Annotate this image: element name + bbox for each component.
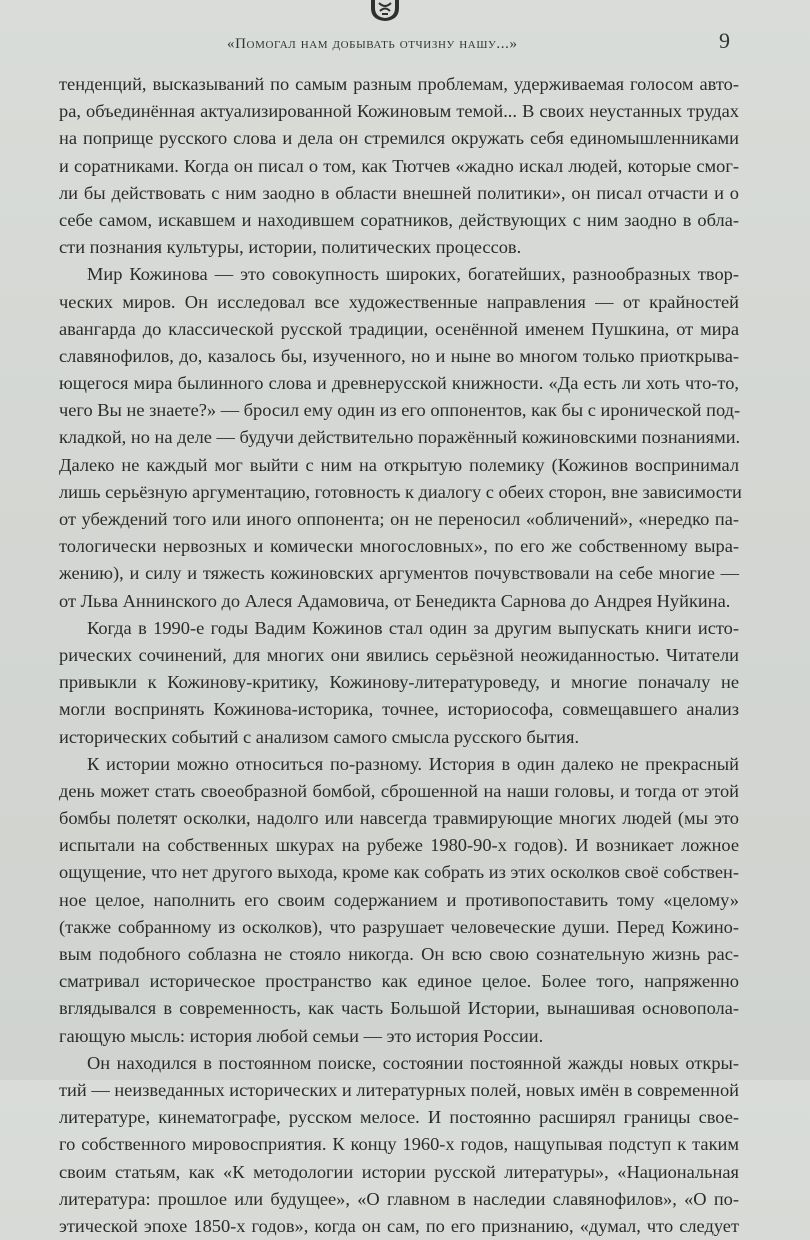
text-line: авангарда до классической русской традиции, осенённой именем Пушкина, от мира	[59, 318, 739, 339]
page-header	[0, 28, 810, 58]
text-line: го собственного мировосприятия. К концу 1960-х годов, нащупывая подступ к таким	[59, 1134, 739, 1155]
text-line: этической эпохе 1850-х годов», когда он сам, по его признанию, «думал, что следует	[59, 1215, 739, 1236]
paragraph	[59, 71, 739, 261]
text-line: Он находился в постоянном поиске, состоянии постоянной жажды новых откры-	[87, 1052, 739, 1073]
text-line: могли воспринять Кожинова-историка, точнее, историософа, совмещавшего анализ	[59, 699, 739, 720]
text-line: тенденций, высказываний по самым разным проблемам, удерживаемая голосом авто-	[59, 74, 739, 94]
text-line: литература: прошлое или будущее», «О главном в наследии славянофилов», «О по-	[59, 1188, 739, 1209]
text-line: себе самом, искавшем и находившем соратников, действующих с ним заодно в обла-	[59, 209, 739, 230]
text-line: ющегося мира былинного слова и древнерусской книжности. «Да есть ли хоть что-то,	[59, 373, 739, 394]
text-line: чего Вы не знаете?» — бросил ему один из его оппонентов, как бы с иронической под-	[59, 400, 741, 421]
text-line: Далеко не каждый мог выйти с ним на открытую полемику (Кожинов воспринимал	[59, 454, 739, 475]
text-line: своим статьям, как «К методологии истории русской литературы», «Национальная	[59, 1161, 739, 1182]
body-text	[59, 71, 742, 1240]
text-line: жению), и силу и тяжесть кожиновских аргументов почувствовали на себе многие —	[59, 563, 739, 584]
text-line: испытали на собственных шкурах на рубеже 1980-90-х годов). И возникает ложное	[59, 835, 739, 856]
text-line: Когда в 1990-е годы Вадим Кожинов стал один за другим выпускать книги исто-	[87, 617, 739, 638]
text-line: тий — неизведанных исторических и литературных полей, новых имён в современной	[59, 1079, 739, 1100]
text-line: сти познания культуры, истории, политических процессов.	[59, 237, 522, 258]
text-line: на поприще русского слова и дела он стремился окружать себя единомышленниками	[59, 128, 739, 149]
text-line: кладкой, но на деле — будучи действительно поражённый кожиновскими познаниями.	[59, 427, 741, 448]
text-line: от убеждений того или иного оппонента; он не переносил «обличений», «нередко па-	[59, 509, 739, 529]
text-line: К истории можно относиться по-разному. История в один далеко не прекрасный	[87, 753, 739, 774]
paragraph	[59, 751, 739, 1050]
text-line: от Льва Аннинского до Алеся Адамовича, от Бенедикта Сарнова до Андрея Нуйкина.	[59, 590, 731, 611]
text-line: лишь серьёзную аргументацию, готовность к диалогу с обеих сторон, вне зависимости	[59, 481, 742, 502]
header-emblem-icon	[369, 0, 401, 22]
paragraph	[59, 1050, 739, 1240]
text-line: бомбы полетят осколки, надолго или навсегда травмирующие многих людей (мы это	[59, 808, 739, 829]
text-line: ное целое, наполнить его своим содержанием и противопоставить тому «целому»	[59, 889, 739, 910]
text-line: сматривал историческое пространство как единое целое. Более того, напряженно	[59, 971, 739, 992]
text-line: день может стать своеобразной бомбой, сброшенной на наши головы, и тогда от этой	[59, 780, 739, 801]
page-number: 9	[719, 28, 730, 53]
text-line: ческих миров. Он исследовал все художественные направления — от крайностей	[59, 291, 739, 312]
text-line: литературе, кинематографе, русском мелосе. И постоянно расширял границы свое-	[59, 1107, 739, 1128]
text-line: вым подобного соблазна не стояло никогда. Он всю свою сознательную жизнь рас-	[59, 944, 739, 964]
text-line: ра, объединённая актуализированной Кожиновым темой... В своих неустанных трудах	[59, 101, 739, 122]
text-line: привыкли к Кожинову-критику, Кожинову-литературоведу, и многие поначалу не	[59, 672, 739, 693]
text-line: гающую мысль: история любой семьи — это история России.	[59, 1025, 544, 1046]
running-title: «Помогал нам добывать отчизну нашу...»	[227, 36, 518, 52]
text-line: славянофилов, до, казалось бы, изученного, но и ныне во многом только приоткрыва-	[59, 345, 739, 366]
text-line: Мир Кожинова — это совокупность широких, богатейших, разнообразных твор-	[87, 264, 739, 285]
text-line: исторических событий с анализом самого смысла русского бытия.	[59, 726, 580, 747]
text-line: (также собранному из осколков), что разрушает человеческие души. Перед Кожино-	[59, 916, 739, 937]
text-line: ощущение, что нет другого выхода, кроме как собрать из этих осколков своё собствен-	[59, 862, 739, 883]
text-line: вглядывался в современность, как часть Большой Истории, вынашивая основопола-	[59, 998, 739, 1019]
text-line: рических сочинений, для многих они явились серьёзной неожиданностью. Читатели	[59, 644, 739, 665]
text-line: и соратниками. Когда он писал о том, как Тютчев «жадно искал людей, которые смог-	[59, 155, 739, 176]
text-line: тологически нервозных и комически многословных», по его же собственному выра-	[59, 536, 739, 557]
text-line: ли бы действовать с ним заодно в области внешней политики», он писал отчасти и о	[59, 182, 739, 203]
paragraph	[59, 261, 742, 614]
paragraph	[59, 615, 739, 751]
